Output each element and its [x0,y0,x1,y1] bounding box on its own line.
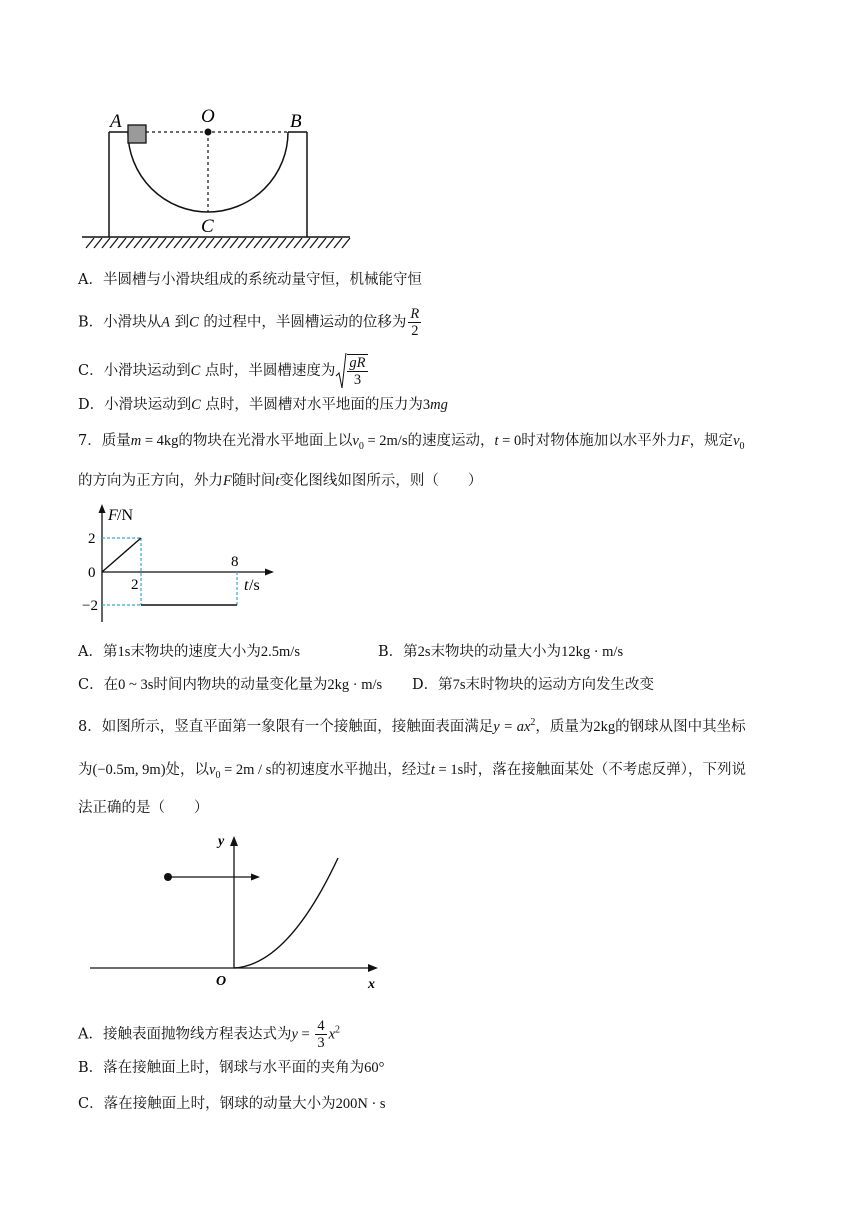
q7-stem-line2: 的方向为正方向，外力F随时间t变化图线如图所示，则（ ） [78,473,483,489]
y-tick-neg2: −2 [82,598,98,614]
q8-option-a: A．接触表面抛物线方程表达式为y = $\frac{4}{3}$ $x^2$ [78,1018,341,1051]
x-axis-label-t: t [244,577,249,594]
q8-stem-line2: 为(−0.5m, 9m)处，以$v_0 = 2m / s$的初速度水平抛出，经过t = 1s时，落在接触面某处（不考虑反弹），下列说 [78,762,746,781]
q7-option-d: D．第7s末时物块的运动方向发生改变 [412,677,655,693]
label-B: B [290,111,302,132]
q8-stem-line3: 法正确的是（ ） [78,800,209,816]
x-axis-label-unit: /s [249,577,260,594]
y-tick-2: 2 [88,531,96,547]
x-tick-8: 8 [231,554,239,570]
q7-option-a: A．第1s末物块的速度大小为2.5m/s [78,644,300,660]
q8-option-b: B．落在接触面上时，钢球与水平面的夹角为60° [78,1060,385,1076]
q6-option-c: C．小滑块运动到C 点时，半圆槽速度为 $\frac{gR}{3}$ [78,352,370,390]
q6-option-b: B．小滑块从A 到C 的过程中，半圆槽运动的位移为 $\frac{R}{2}$ [78,306,420,339]
y-tick-0: 0 [88,565,96,581]
q7-option-c: C．在0 ~ 3s时间内物块的动量变化量为2kg · m/s [78,677,383,693]
q6-option-d: D．小滑块运动到C 点时，半圆槽对水平地面的压力为3mg [78,397,448,413]
q8-stem-line1: 8．如图所示，竖直平面第一象限有一个接触面，接触面表面满足$y = ax^2$，质量为2kg的钢球从图中其坐标 [78,717,746,735]
parabola-figure [88,830,388,995]
label-A: A [110,111,122,132]
y-axis-label-unit: /N [117,507,133,524]
force-time-graph [82,500,282,630]
semicircle-groove-figure [82,105,352,255]
q7-stem-line1: 7．质量m = 4kg的物块在光滑水平地面上以$v_0 = 2m/s$的速度运动，t = 0时对物体施加以水平外力F，规定$v_0$ [78,433,745,452]
label-O: O [201,106,215,127]
x-axis-label: x [368,977,375,992]
q7-option-b: B．第2s末物块的动量大小为12kg · m/s [378,644,624,660]
q8-option-c: C．落在接触面上时，钢球的动量大小为200N · s [78,1096,386,1112]
label-C: C [201,216,214,237]
x-tick-2: 2 [131,577,139,593]
y-axis-label: y [218,834,225,849]
sqrt-symbol [335,352,347,390]
q6-option-a: A．半圆槽与小滑块组成的系统动量守恒，机械能守恒 [78,272,422,288]
y-axis-label-F: F [108,507,118,524]
origin-label: O [216,974,227,989]
